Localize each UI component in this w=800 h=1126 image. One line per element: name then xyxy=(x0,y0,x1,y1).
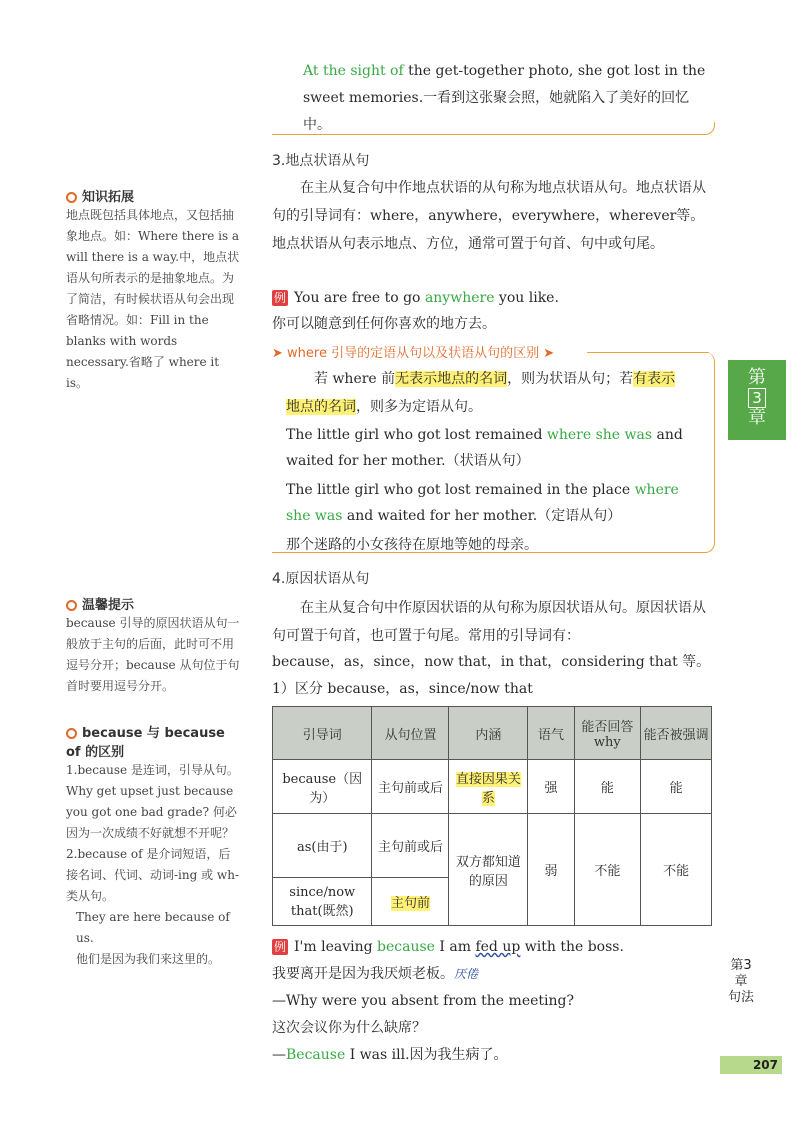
section4-paragraph-2: because，as，since，now that，in that，considering that 等。 xyxy=(272,654,711,670)
section-heading-4: 4.原因状语从句 xyxy=(272,571,370,587)
box-rule-2: 地点的名词，则多为定语从句。 xyxy=(286,399,482,415)
sidebar-tip-2: 温馨提示 because 引导的原因状语从句一般放于主句的后面，此时可不用逗号分开；because 从句位于句首时要用逗号分开。 xyxy=(66,598,240,693)
side-chapter-label: 第3章 句法 xyxy=(728,958,755,1005)
comparison-table xyxy=(272,706,712,926)
example-tag: 例 xyxy=(273,291,286,305)
divider-line xyxy=(272,122,715,135)
sidebar-tip-1: 知识拓展 地点既包括具体地点，又包括抽象地点。如：Where there is a will there is a way.中，地点状语从句所表示的是抽象地点。为了简洁，有时候状语从句会出现省略情况。如：Fill in the blanks with words necessary.省略了 where it is。 xyxy=(66,190,240,390)
example4-line1: 例 I'm leaving because I am fed up with the boss. xyxy=(273,939,624,955)
box-zh: 那个迷路的小女孩待在原地等她的母亲。 xyxy=(286,537,538,553)
example4-q-zh: 这次会议你为什么缺席？ xyxy=(272,1020,426,1036)
handwritten-note: 厌倦 xyxy=(454,967,479,981)
example4-a: —Because I was ill.因为我生病了。 xyxy=(272,1047,508,1063)
table-row: as(由于) 主句前或后 双方都知道的原因 弱 不能 不能 xyxy=(273,814,712,878)
table-header-row: 引导词 从句位置 内涵 语气 能否回答 why 能否被强调 xyxy=(273,707,712,760)
bullet-icon xyxy=(66,600,77,611)
section4-paragraph: 在主从复合句中作原因状语的从句称为原因状语从句。原因状语从句可置于句首，也可置于句尾。常用的引导词有： xyxy=(272,600,706,644)
example-zh: 一看到这张聚会照，她就陷入了美好的回忆中。 xyxy=(303,90,690,133)
table-row: since/now that(既然) 主句前 xyxy=(273,878,712,926)
table-row: because（因为） 主句前或后 直接因果关系 强 能 能 xyxy=(273,760,712,814)
box-sentence-2: The little girl who got lost remained in the place where she was and waited for her mother.（定语从句） xyxy=(286,482,679,524)
example-en: the get-together photo, she got lost in the sweet memories. xyxy=(303,63,706,106)
sidebar-tip-3: because 与 because of 的区别 1.because 是连词，引导从句。Why get upset just because you got one bad grade? 何必因为一次成绩不好就想不开呢？ 2.because of 是介词短语，后接名词、代词、动词-ing 或 wh-类从句。 They are here because of us. 他们是因为我们来这里的。 xyxy=(66,726,239,966)
example-zh: 你可以随意到任何你喜欢的地方去。 xyxy=(272,316,496,332)
example4-q: —Why were you absent from the meeting? xyxy=(272,993,574,1009)
green-phrase: At the sight of xyxy=(303,63,404,79)
box-sentence-1: The little girl who got lost remained where she was and waited for her mother.（状语从句） xyxy=(286,427,683,469)
page-number: 207 xyxy=(720,1056,782,1074)
example-line: 例 You are free to go anywhere you like. xyxy=(273,290,559,306)
box-rule: 若 where 前无表示地点的名词，则为状语从句；若有表示 xyxy=(314,371,676,387)
bullet-icon xyxy=(66,192,77,203)
bullet-icon xyxy=(66,728,77,739)
note-box-title: ➤ where 引导的定语从句以及状语从句的区别 ➤ xyxy=(272,342,714,361)
section-heading: 3.地点状语从句 xyxy=(272,153,370,169)
example4-zh: 我要离开是因为我厌烦老板。厌倦 xyxy=(272,966,479,982)
chapter-tab: 第 3 章 xyxy=(728,360,786,440)
section-paragraph: 在主从复合句中作地点状语的从句称为地点状语从句。地点状语从句的引导词有：where，anywhere，everywhere，wherever等。地点状语从句表示地点、方位，通常可置于句首、句中或句尾。 xyxy=(272,180,706,252)
subheading: 1）区分 because，as，since/now that xyxy=(272,681,533,697)
